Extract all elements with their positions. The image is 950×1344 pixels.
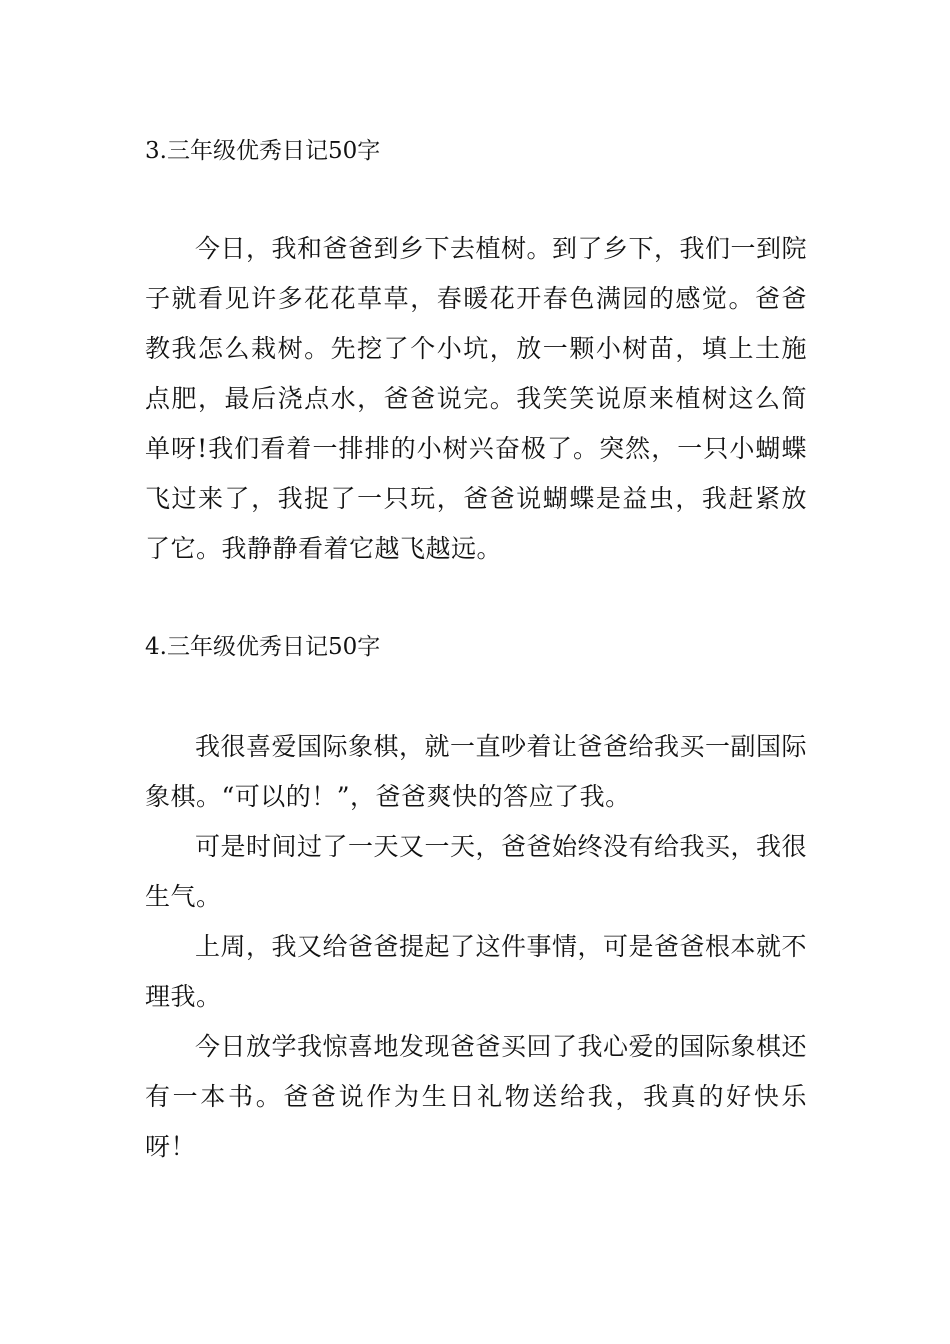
diary-paragraph: 我很喜爱国际象棋，就一直吵着让爸爸给我买一副国际象棋。“可以的！”，爸爸爽快的答应了我。 (145, 732, 808, 811)
section-heading-4: 4.三年级优秀日记50字 (145, 634, 381, 660)
diary-paragraph: 上周，我又给爸爸提起了这件事情，可是爸爸根本就不理我。 (145, 932, 808, 1011)
section-heading-3: 3.三年级优秀日记50字 (145, 138, 381, 164)
diary-paragraph: 今日放学我惊喜地发现爸爸买回了我心爱的国际象棋还有一本书。爸爸说作为生日礼物送给我，我真的好快乐呀！ (145, 1032, 808, 1161)
diary-paragraph: 可是时间过了一天又一天，爸爸始终没有给我买，我很生气。 (145, 832, 808, 911)
diary-paragraph: 今日，我和爸爸到乡下去植树。到了乡下，我们一到院子就看见许多花花草草，春暖花开春色满园的感觉。爸爸教我怎么栽树。先挖了个小坑，放一颗小树苗，填上土施点肥，最后浇点水，爸爸说完。我笑笑说原来植树这么简单呀!我们看着一排排的小树兴奋极了。突然，一只小蝴蝶飞过来了，我捉了一只玩，爸爸说蝴蝶是益虫，我赶紧放了它。我静静看着它越飞越远。 (145, 234, 808, 563)
